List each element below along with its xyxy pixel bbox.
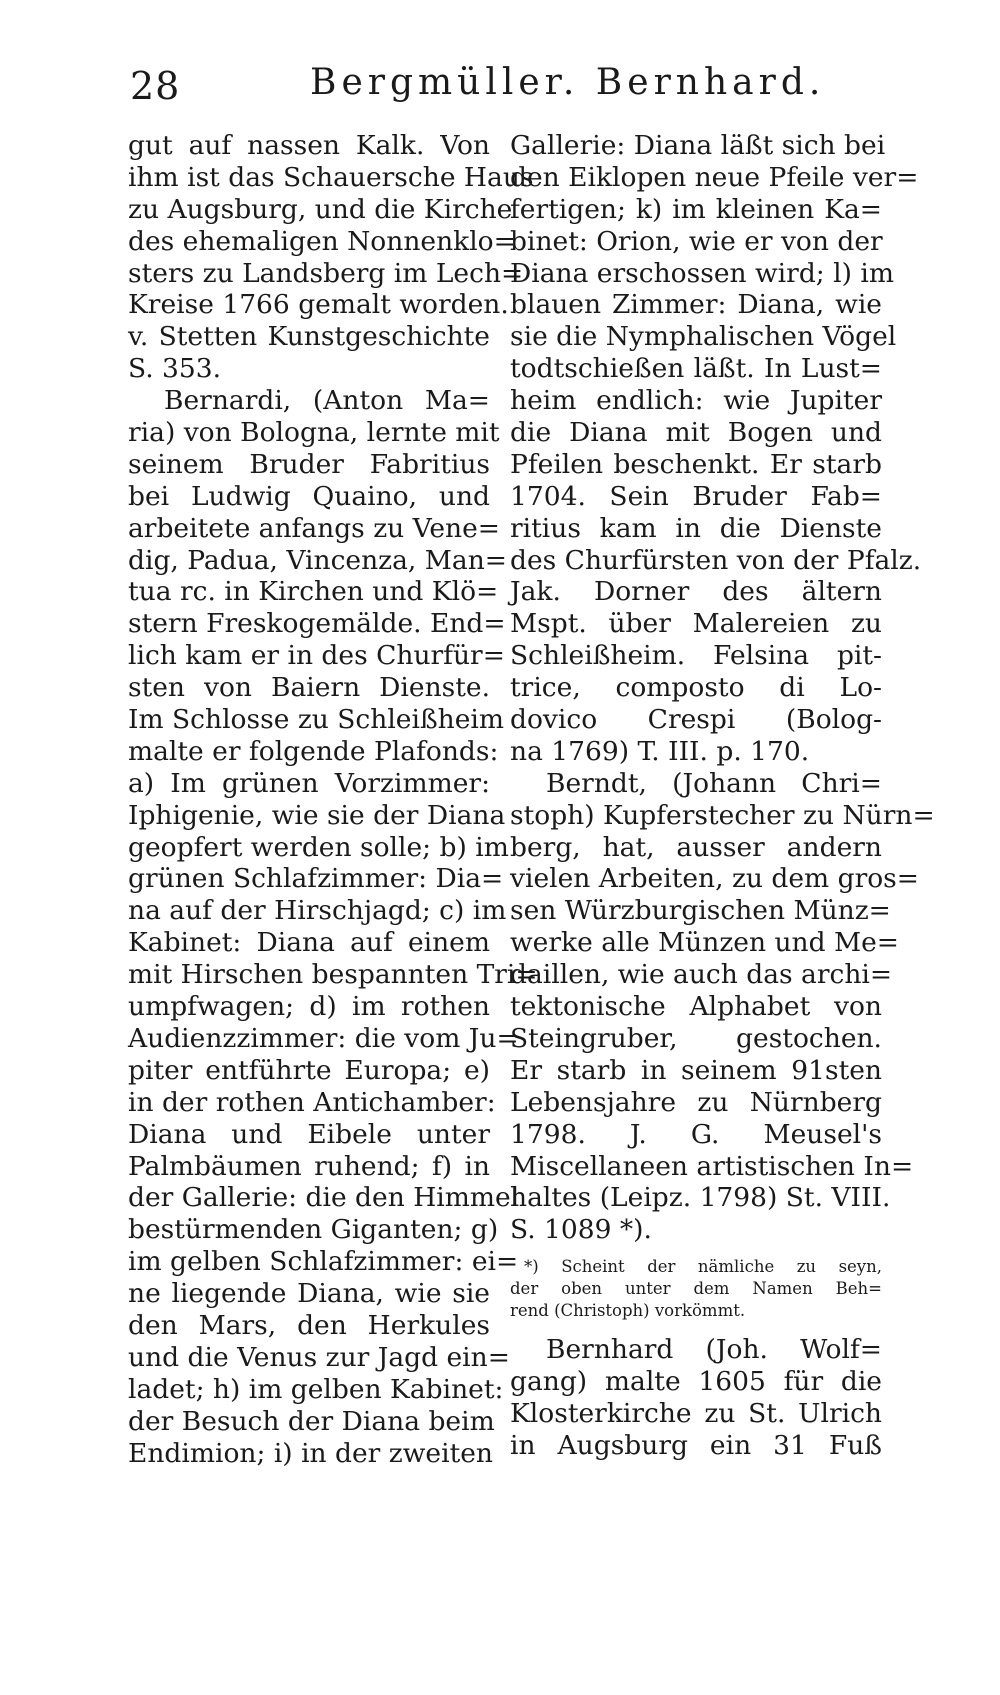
text-line: Gallerie: Diana läßt sich bei	[510, 130, 886, 161]
text-line: und die Venus zur Jagd ein=	[128, 1341, 510, 1373]
text-line: ria) von Bologna, lernte mit	[128, 417, 500, 449]
text-line: Audienzzimmer: die vom Ju=	[128, 1022, 519, 1054]
text-line: zu Augsburg, und die Kirche	[128, 193, 513, 225]
text-line: im gelben Schlafzimmer: ei=	[128, 1246, 519, 1278]
text-line: blauen Zimmer: Diana, wie	[510, 289, 882, 321]
left-column	[128, 130, 538, 1469]
text-line: bei Ludwig Quaino, und	[128, 480, 490, 512]
text-line: Steingruber, gestochen.	[510, 1022, 882, 1054]
text-line: grünen Schlafzimmer: Dia=	[128, 863, 504, 895]
text-line: arbeitete anfangs zu Vene=	[128, 512, 500, 544]
text-line: heim endlich: wie Jupiter	[510, 385, 882, 417]
text-line: in der rothen Antichamber:	[128, 1086, 496, 1118]
text-line: bestürmenden Giganten; g)	[128, 1214, 499, 1246]
text-line: Klosterkirche zu St. Ulrich	[510, 1397, 882, 1429]
text-line: stoph) Kupferstecher zu Nürn=	[510, 799, 935, 831]
text-line: Lebensjahre zu Nürnberg	[510, 1086, 882, 1118]
text-line: Palmbäumen ruhend; f) in	[128, 1150, 490, 1182]
footnote-line: *) Scheint der nämliche zu seyn,	[524, 1257, 882, 1277]
text-line: dovico Crespi (Bolog-	[510, 704, 882, 736]
text-line: Mspt. über Malereien zu	[510, 608, 882, 640]
text-line: todtschießen läßt. In Lust=	[510, 353, 882, 385]
text-line: vielen Arbeiten, zu dem gros=	[510, 863, 919, 895]
text-line: stern Freskogemälde. End=	[128, 608, 506, 640]
text-line: fertigen; k) im kleinen Ka=	[510, 193, 882, 225]
text-line: des ehemaligen Nonnenklo=	[128, 225, 516, 257]
footnote	[510, 1256, 882, 1322]
text-line: dig, Padua, Vincenza, Man=	[128, 544, 507, 576]
text-line: 1798. J. G. Meusel's	[510, 1118, 882, 1150]
text-line: tektonische Alphabet von	[510, 991, 882, 1023]
text-line: Endimion; i) in der zweiten	[128, 1437, 493, 1469]
text-line: ne liegende Diana, wie sie	[128, 1278, 490, 1310]
page-header	[130, 62, 890, 118]
text-line: ihm ist das Schauersche Haus	[128, 161, 534, 193]
text-line: Er starb in seinem 91sten	[510, 1054, 882, 1086]
text-line: trice, composto di Lo-	[510, 672, 882, 704]
text-line: S. 353.	[128, 353, 222, 385]
text-line: daillen, wie auch das archi=	[510, 959, 893, 991]
text-line: ritius kam in die Dienste	[510, 512, 882, 544]
text-line: ladet; h) im gelben Kabinet:	[128, 1373, 504, 1405]
text-line: Pfeilen beschenkt. Er starb	[510, 448, 882, 480]
text-line: die Diana mit Bogen und	[510, 417, 882, 449]
text-line: den Eiklopen neue Pfeile ver=	[510, 161, 919, 193]
text-line: Kabinet: Diana auf einem	[128, 927, 490, 959]
entry-heading-bernardi: Bernardi, (Anton Ma=	[164, 385, 490, 417]
text-line: den Mars, den Herkules	[128, 1309, 490, 1341]
text-line: 1704. Sein Bruder Fab=	[510, 480, 882, 512]
text-line: sten von Baiern Dienste.	[128, 672, 490, 704]
text-line: Diana und Eibele unter	[128, 1118, 490, 1150]
text-line: umpfwagen; d) im rothen	[128, 991, 490, 1023]
text-line: piter entführte Europa; e)	[128, 1054, 490, 1086]
text-line: haltes (Leipz. 1798) St. VIII.	[510, 1182, 891, 1214]
text-line: in Augsburg ein 31 Fuß	[510, 1429, 882, 1461]
text-line: v. Stetten Kunstgeschichte	[128, 321, 490, 353]
text-line: Miscellaneen artistischen In=	[510, 1150, 914, 1182]
footnote-line: rend (Christoph) vorkömmt.	[510, 1301, 746, 1321]
entry-heading-berndt: Berndt, (Johann Chri=	[546, 767, 882, 799]
text-line: lich kam er in des Churfür=	[128, 640, 505, 672]
text-line: gut auf nassen Kalk. Von	[128, 130, 490, 161]
right-column	[510, 130, 935, 1462]
text-line: werke alle Münzen und Me=	[510, 927, 899, 959]
text-line: S. 1089 *).	[510, 1214, 652, 1246]
text-line: malte er folgende Plafonds:	[128, 735, 499, 767]
text-line: sen Würzburgischen Münz=	[510, 895, 891, 927]
text-line: der Gallerie: die den Himmel	[128, 1182, 520, 1214]
text-line: tua rc. in Kirchen und Klö=	[128, 576, 499, 608]
text-line: seinem Bruder Fabritius	[128, 448, 490, 480]
text-line: na auf der Hirschjagd; c) im	[128, 895, 507, 927]
text-line: binet: Orion, wie er von der	[510, 225, 883, 257]
text-line: Kreise 1766 gemalt worden.	[128, 289, 509, 321]
text-line: na 1769) T. III. p. 170.	[510, 735, 810, 767]
text-line: mit Hirschen bespannten Tri=	[128, 959, 538, 991]
text-line: des Churfürsten von der Pfalz.	[510, 544, 922, 576]
text-line: Iphigenie, wie sie der Diana	[128, 799, 506, 831]
running-head: Bergmüller. Bernhard.	[310, 62, 826, 103]
text-line: berg, hat, ausser andern	[510, 831, 882, 863]
text-line: a) Im grünen Vorzimmer:	[128, 767, 490, 799]
text-line: Diana erschossen wird; l) im	[510, 257, 894, 289]
entry-heading-bernhard: Bernhard (Joh. Wolf=	[546, 1334, 882, 1366]
text-line: geopfert werden solle; b) im	[128, 831, 509, 863]
text-line: sters zu Landsberg im Lech=	[128, 257, 524, 289]
text-line: der Besuch der Diana beim	[128, 1405, 495, 1437]
text-line: Im Schlosse zu Schleißheim	[128, 704, 505, 736]
text-line: Schleißheim. Felsina pit-	[510, 640, 882, 672]
text-line: Jak. Dorner des ältern	[510, 576, 882, 608]
footnote-line: der oben unter dem Namen Beh=	[510, 1279, 882, 1299]
page-number: 28	[130, 64, 181, 108]
text-line: gang) malte 1605 für die	[510, 1366, 882, 1398]
text-line: sie die Nymphalischen Vögel	[510, 321, 897, 353]
